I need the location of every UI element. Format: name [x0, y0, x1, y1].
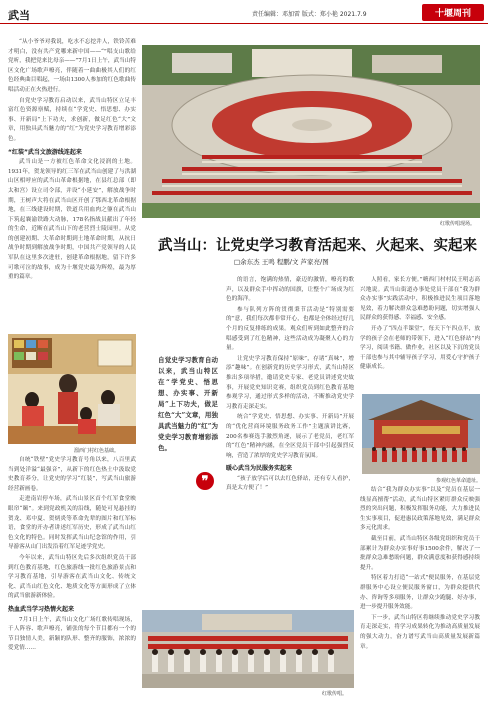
- paragraph: 下一步，武当山特区将继续推动党史学习教育走深走实，将学习成果转化为推动高质量发展的强大动力，奋力谱写武当山高质量发展新篇章。: [360, 614, 480, 650]
- quote-mark-icon: ❞: [196, 472, 214, 490]
- paragraph: 武当山是一方被红色革命文化浸润的土地。1931年，贺龙领导的红三军在武当山创建了与洪湖山区相呼应的武当山革命根据地，在县红总部（即太和宫）设立司令部，并设“小延安”，解放战争时期，王树声大将在武当山区开创了鄂西北革命根据地，在三线建设时期，铁道兵用血肉之躯在武当山下筑起襄渝铁路大动脉，178名指战员献出了年轻的生命，近断在武当山下的老营烈士陵园里。从党的创建初期、大革命时期到土地革命时期，从抗日战争时期到解放战争时期，中国共产党领导的人民军队在这里多次进驻，创建革命根据地，留下许多可歌可泣的故事，成为十堰党史最为辉煌，最为厚重的篇章。: [8, 159, 136, 281]
- paragraph: 特区着力打造“一站式”便民服务，在基层党群服务中心设立便民服务窗口，为群众提供代办、咨询等多项服务，让群众少跑腿、好办事，进一步提升服务效能。: [360, 575, 480, 611]
- paragraph: “孩子放学后可以去红色驿站，还有专人看护，真是太方便了！”: [226, 475, 354, 492]
- paragraph: 让党史学习教育保持“原味”，存诸“真味”，增添“趣味”。在创新党的历史学习形式，武当山特区推出多项举措，邀请党史专家、老党员讲述党史故事，开展党史知识竞赛，组织党员到红色教育基地参观学习，通过形式多样的活动，不断推动党史学习教育走深走实。: [226, 355, 354, 410]
- subheading: “红装”武当文旅游线连起来: [8, 148, 82, 156]
- plaza-photo-caption: 红歌传唱现场。: [440, 221, 476, 227]
- pull-quote: [158, 355, 218, 470]
- paragraph: 人照看，家长方便。”嗨西门村村民王明志高兴地说。武当山街道办事处党员干部在“我为群众办实事”实践活动中，积极推进民生项目落地见效，着力解决群众急难愁盼问题，切实增强人民群众的获得感、幸福感、安全感。: [360, 277, 480, 322]
- article-headline: 武当山：让党史学习教育活起来、火起来、实起来: [158, 237, 477, 254]
- red-site-photo: [362, 394, 480, 474]
- paragraph: 结合“我为群众办实事”以及“党员在基层一线显高擅帮”活动，武当山特区紧盯群众反映强烈的突出问题，积极发挥服务功能，大力推进民生实事项目，促进惠民政策落地见效，满足群众多元化需求。: [360, 487, 480, 532]
- section-name: 武当: [8, 9, 30, 22]
- pull-quote-text: 自觉史学习教育自动以来，武当山特区在“学党史、悟思想、办实事、开新局”上下功夫，做足红色“大”文章，用独具武当魅力的“红”为党史学习教育增彩添色。: [158, 356, 218, 452]
- subheading: 暖心武当为民服务实起来: [226, 465, 293, 473]
- editor-meta: 责任编辑：邓加雷 版式：郑小艳 2021.7.9: [252, 11, 367, 18]
- newspaper-brand: 十堰周刊: [422, 4, 484, 21]
- paragraph: 自党史学习教育启动以来，武当山特区立足丰富红色资源禀赋，持续在“学党史、悟思想、办实事、开新局”上下功夫，求创新，做足红色“大”文章，用独具武当魅力的“红”为党史学习教育增彩添色。: [8, 97, 136, 142]
- paragraph: 走进南岩停车场，武当山景区首个红军食堂映眼帘“颐”。来到党政机关的沿线，随处可见悬挂的贺龙、邓中夏、贺炳炎等革命先辈的图片和红军标语，食堂的开办者讲述红军历史，形成了武当山红色文化的特色。同时发挥武当山纪念馆的作用，引导游客从山门出发沿着红军足迹学党史。: [8, 496, 136, 551]
- paragraph: 统合“学党史、悟思想、办实事、开新局”开展的“优化营商环境服务政务工作”主题演讲比赛，200名参赛选手激烈角逐，展示了老党员，老红军的“红色”精神内涵，在全区党员干部中引起强烈反响，营造了浓厚的党史学习教育氛围。: [226, 414, 354, 459]
- classroom-photo: [8, 334, 136, 444]
- column-3-top: [360, 276, 480, 393]
- paragraph: “从小爷爷对我说，吃水不忘挖井人，铁铃苦难才明白，没有共产党哪来新中国——“”唱支山歌给党听，我把党来比母亲——”7月1日上午，武当山特区文化广场歌声嘹亮，伴随着一曲曲极其人们的红色经典曲目唱起，一场由1300人参加的红色歌曲传唱活动正在火热进行。: [8, 39, 136, 93]
- column-1-bottom: [8, 456, 136, 700]
- column-3-bottom: [360, 486, 480, 700]
- paragraph: 参与队列方阵的贯彻秉节活动是“特别需要的”意，我们每次都非常开心，也都是全体经过好几个月的反复排练的成果。观众们听到如此整齐的合唱感受到了红色精神，这些活动成为凝聚人心的力量。: [226, 306, 354, 352]
- subheading: 热血武当学习热情火起来: [8, 605, 75, 613]
- article-byline: □余东杰 王鸣 程鹏/文 芦家亮/图: [234, 258, 329, 266]
- plaza-aerial-photo: [142, 45, 480, 218]
- paragraph: 今年以来，武当山特区先后多次组织党员干部到红色教育基地，红色旅游线一批红色旅游景点和学习教育基地，引导游客在武当山文化、传统文化、武当山红色文化、地质文化等方面形成了立体的武当旅游新体验。: [8, 554, 136, 600]
- choir-photo-caption: 红歌传唱。: [322, 691, 348, 697]
- column-2: [226, 276, 354, 606]
- paragraph: 自统“铁壁”党史学习教育号角以来，八百里武当到处洋溢“最强音”，从新下的红色热土中汲取党史教育养分，让党史的学习“红装”，写武当山旅游经营新画卷。: [8, 457, 136, 492]
- paragraph: 截至目前，武当山特区各级党组织和党员干部累计为群众办实事好事1500余件，解决了一批群众急难愁盼问题，群众满意度和获得感持续提升。: [360, 535, 480, 571]
- choir-photo: [142, 610, 354, 688]
- red-site-photo-caption: 参观红色革命遗址。: [436, 478, 482, 484]
- paragraph: 的语言，饱满的热情，豪迈的激情，嘹亮的歌声，以及群众手中挥动的国旗，让整个广场成为红色的海洋。: [226, 277, 354, 303]
- column-1-top: [8, 38, 136, 331]
- classroom-photo-caption: 溜西门村红色基础。: [74, 448, 120, 454]
- paragraph: 7月1日上午，武当山文化广场红歌传唱现场，千人阵容、歌声嘹亮，铺张的每个节目都有一个的节目独情人美，新颖的队形、整齐的服饰，浓浓的爱党情……: [8, 616, 136, 652]
- paragraph: 开办了“四点半课堂”，每天下午四点半，放学的孩子会在老师的带领下，进入“红色驿站”内学习，阅读书籍、做作业，社区以及下沉的党员干部也参与其中辅导孩子学习，用爱心守护孩子健康成长。: [360, 325, 480, 371]
- page-header: [0, 0, 488, 24]
